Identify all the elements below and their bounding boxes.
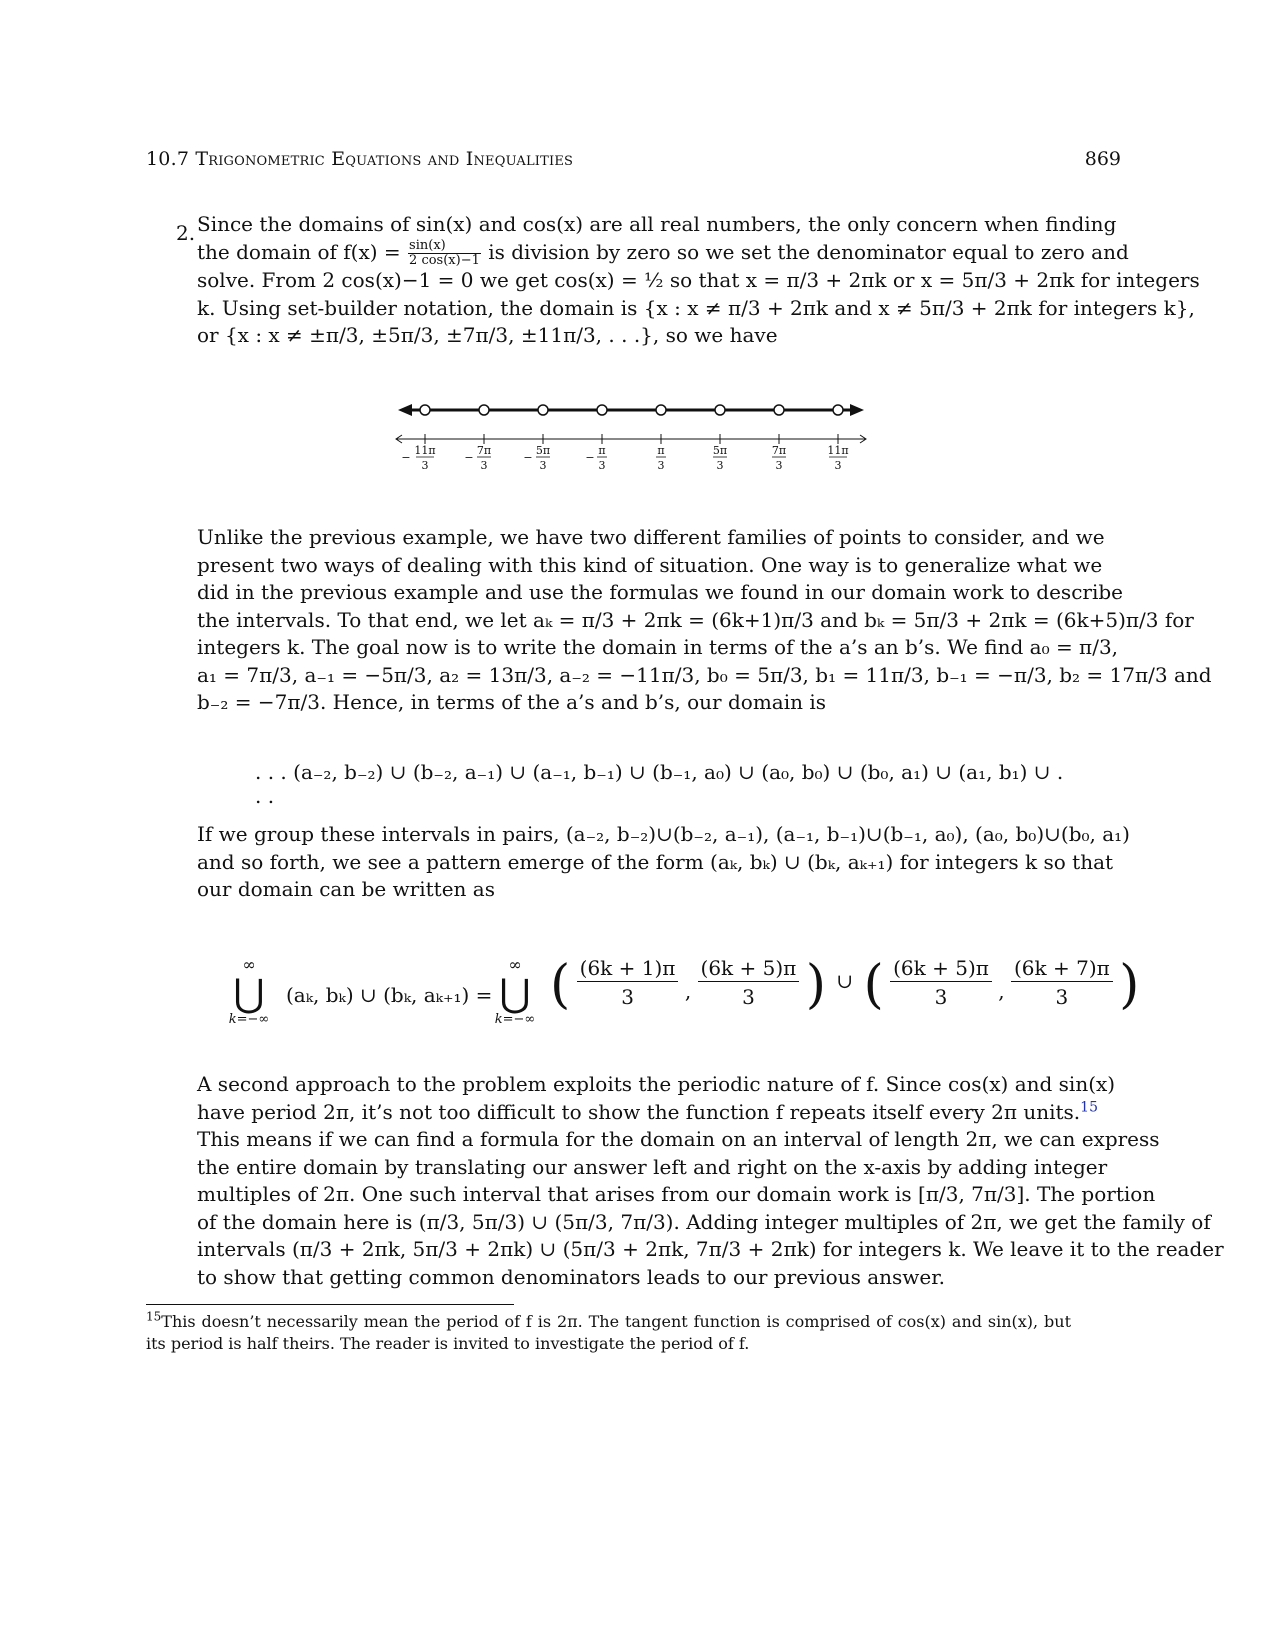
tick-label-num: 7π [771, 444, 787, 457]
text-line: Since the domains of sin(x) and cos(x) are all real numbers, the only concern when finding [197, 212, 1117, 236]
fraction-denominator: 3 [621, 985, 634, 1009]
text-line: to show that getting common denominators leads to our previous answer. [197, 1264, 945, 1289]
big-union-lhs [224, 955, 274, 1027]
open-point [833, 405, 843, 415]
fraction [408, 239, 481, 267]
interval-union-display: . . . (a₋₂, b₋₂) ∪ (b₋₂, a₋₁) ∪ (a₋₁, b₋₁) ∪ (b₋₁, a₀) ∪ (a₀, b₀) ∪ (b₀, a₁) ∪ (a₁, b₁) ∪ . . . [255, 760, 1064, 808]
tick-label-num: 7π [476, 444, 492, 457]
footnote-rule [146, 1304, 514, 1305]
open-point [656, 405, 666, 415]
fraction-denominator: 3 [742, 985, 755, 1009]
tick-labels [401, 444, 848, 472]
text-segment: have period 2π, it’s not too difficult to show the function f repeats itself every 2π units. [197, 1099, 1081, 1124]
item-number: 2. [176, 221, 196, 245]
text-line: of the domain here is (π/3, 5π/3) ∪ (5π/3, 7π/3). Adding integer multiples of 2π, we get the family of [197, 1209, 1211, 1234]
number-line-figure [390, 395, 880, 489]
union-lhs-expression: (aₖ, bₖ) ∪ (bₖ, aₖ₊₁) = [286, 983, 493, 1007]
running-header [146, 148, 1121, 178]
domain-union-equation [224, 955, 1140, 1035]
text-line: If we group these intervals in pairs, (a₋₂, b₋₂)∪(b₋₂, a₋₁), (a₋₁, b₋₁)∪(b₋₁, a₀), (a₀, b₀)∪(b₀, a₁) [197, 822, 1130, 846]
tick-label-sign: − [585, 451, 595, 464]
text-line [197, 1098, 1098, 1127]
tick-label-den: 3 [775, 459, 783, 472]
tick-label-num: 11π [414, 444, 436, 457]
tick-label-den: 3 [834, 459, 842, 472]
paragraph-first-approach [197, 524, 1212, 717]
text-line: the entire domain by translating our answer left and right on the x-axis by adding integer [197, 1154, 1108, 1179]
fraction [890, 958, 992, 1007]
fraction-numerator: (6k + 1)π [577, 958, 679, 982]
text-line: Unlike the previous example, we have two different families of points to consider, and we [197, 525, 1105, 549]
open-point [538, 405, 548, 415]
paragraph-second-approach [197, 1071, 1224, 1291]
fraction-numerator: (6k + 5)π [698, 958, 800, 982]
fraction [1011, 958, 1113, 1007]
fraction-denominator: 3 [1055, 985, 1069, 1009]
right-paren: ) [805, 955, 826, 1015]
footnote-reference[interactable]: 15 [1080, 1098, 1098, 1115]
text-line: and so forth, we see a pattern emerge of the form (aₖ, bₖ) ∪ (bₖ, aₖ₊₁) for integers k so that [197, 849, 1114, 874]
fraction-denominator: 3 [934, 985, 948, 1009]
section-title: 10.7 Trigonometric Equations and Inequalities [146, 148, 574, 170]
fraction [577, 958, 679, 1007]
text-segment: is division by zero so we set the denominator equal to zero and [488, 239, 1129, 264]
page-number: 869 [1084, 148, 1121, 170]
text-line: A second approach to the problem exploits the periodic nature of f. Since cos(x) and sin(x) [197, 1072, 1116, 1096]
text-line: This means if we can find a formula for the domain on an interval of length 2π, we can express [197, 1127, 1160, 1151]
text-line: our domain can be written as [197, 877, 495, 901]
tick-label-num: 5π [712, 444, 728, 457]
left-arrow-icon [398, 404, 412, 416]
text-segment: This doesn’t necessarily mean the period of f is 2π. The tangent function is comprised of cos(x) and sin(x), but [161, 1312, 1071, 1331]
footnote-mark: 15 [146, 1309, 162, 1324]
fraction-numerator: (6k + 7)π [1011, 958, 1113, 982]
footnote [146, 1311, 1071, 1355]
left-paren: ( [550, 955, 571, 1015]
union-symbol: ⋃ [499, 971, 531, 1015]
text-line: solve. From 2 cos(x)−1 = 0 we get cos(x) = ½ so that x = π/3 + 2πk or x = 5π/3 + 2πk for integers [197, 268, 1200, 293]
fraction-denominator: 2 cos(x)−1 [409, 252, 480, 268]
text-line: k. Using set-builder notation, the domain is {x : x ≠ π/3 + 2πk and x ≠ 5π/3 + 2πk for integers k}, [197, 295, 1195, 320]
right-paren: ) [1119, 955, 1140, 1015]
union-upper-limit: ∞ [508, 955, 522, 974]
fraction-numerator: (6k + 5)π [890, 958, 992, 982]
tick-label-den: 3 [539, 459, 547, 472]
tick-label-den: 3 [480, 459, 488, 472]
fraction [698, 958, 800, 1007]
open-point [479, 405, 489, 415]
tick-label-num: π [657, 444, 665, 457]
text-line: or {x : x ≠ ±π/3, ±5π/3, ±7π/3, ±11π/3, . . .}, so we have [197, 323, 778, 348]
text-line: the intervals. To that end, we let aₖ = π/3 + 2πk = (6k+1)π/3 and bₖ = 5π/3 + 2πk = (6k+5)π/3 for [197, 607, 1194, 632]
union-lower-limit: k=−∞ [228, 1012, 270, 1027]
open-point [420, 405, 430, 415]
text-line: did in the previous example and use the formulas we found in our domain work to describe [197, 580, 1123, 604]
union-upper-limit: ∞ [242, 955, 256, 974]
tick-label-sign: − [523, 451, 533, 464]
union-operator: ∪ [836, 969, 854, 993]
number-line-svg [390, 395, 880, 485]
open-point [715, 405, 725, 415]
footnote-line [146, 1311, 1071, 1333]
text-line: present two ways of dealing with this kind of situation. One way is to generalize what we [197, 552, 1103, 577]
footnote-line: its period is half theirs. The reader is invited to investigate the period of f. [146, 1334, 750, 1353]
paragraph-grouping [197, 821, 1130, 904]
tick-label-den: 3 [716, 459, 724, 472]
tick-label-den: 3 [657, 459, 665, 472]
left-paren: ( [863, 955, 884, 1015]
union-rhs-expression: ( $\frac{(6k + 1)\pi}{3}$ , $\frac{(6k + 5)\pi}{3}$ ) ∪ ( $\frac{(6k + 5)\pi}{3}$ , $\frac{(6k + 7)\pi}{3}$ ) [550, 955, 1140, 1015]
tick-label-num: 11π [827, 444, 849, 457]
text-line: integers k. The goal now is to write the domain in terms of the a’s an b’s. We find a₀ = π/3, [197, 635, 1119, 659]
fraction-numerator: sin(x) [408, 239, 481, 254]
tick-label-num: π [598, 444, 606, 457]
big-union-rhs [490, 955, 540, 1027]
text-line [197, 237, 1129, 268]
tick-label-sign: − [464, 451, 474, 464]
text-line: intervals (π/3 + 2πk, 5π/3 + 2πk) ∪ (5π/3 + 2πk, 7π/3 + 2πk) for integers k. We leave it to the reader [197, 1237, 1224, 1261]
tick-label-num: 5π [535, 444, 551, 457]
tick-label-sign: − [401, 451, 411, 464]
tick-label-den: 3 [598, 459, 606, 472]
tick-label-den: 3 [421, 459, 429, 472]
text-line: multiples of 2π. One such interval that arises from our domain work is [π/3, 7π/3]. The portion [197, 1182, 1156, 1206]
right-arrow-icon [850, 404, 864, 416]
union-symbol: ⋃ [233, 971, 265, 1015]
open-point [774, 405, 784, 415]
open-point [597, 405, 607, 415]
text-line: b₋₂ = −7π/3. Hence, in terms of the a’s and b’s, our domain is [197, 690, 827, 714]
text-line: a₁ = 7π/3, a₋₁ = −5π/3, a₂ = 13π/3, a₋₂ = −11π/3, b₀ = 5π/3, b₁ = 11π/3, b₋₁ = −π/3, b₂ = 17π/3 and [197, 662, 1212, 687]
union-lower-limit: k=−∞ [494, 1012, 536, 1027]
paragraph-domain-intro [197, 211, 1200, 350]
text-segment: the domain of f(x) = [197, 239, 401, 264]
